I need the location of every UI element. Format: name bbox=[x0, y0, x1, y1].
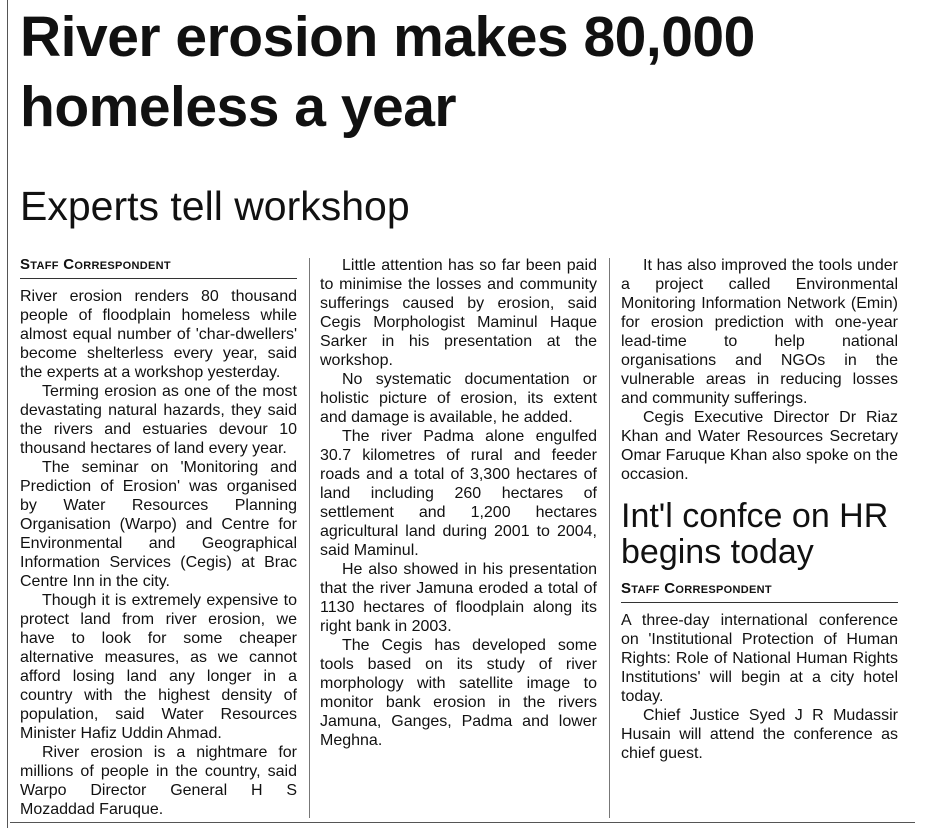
article-paragraph: Little attention has so far been paid to minimise the losses and community sufferings caused by erosion, said Cegis Morphologist Maminul Haque Sarker in his presentation at the workshop. bbox=[320, 257, 597, 369]
article-paragraph: Terming erosion as one of the most devastating natural hazards, they said the rivers and estuaries devour 10 thousand hectares of land every year. bbox=[20, 383, 297, 457]
story2-paragraph: Chief Justice Syed J R Mudassir Husain will attend the conference as chief guest. bbox=[621, 707, 898, 762]
article-paragraph: The Cegis has developed some tools based on its study of river morphology with satellite image to monitor bank erosion in the rivers Jamuna, Ganges, Padma and lower Meghna. bbox=[320, 637, 597, 749]
article-paragraph: Cegis Executive Director Dr Riaz Khan and Water Resources Secretary Omar Faruque Khan also spoke on the occasion. bbox=[621, 409, 898, 483]
article-paragraph: He also showed in his presentation that the river Jamuna eroded a total of 1130 hectares of floodplain along its right bank in 2003. bbox=[320, 561, 597, 635]
article-paragraph: The river Padma alone engulfed 30.7 kilometres of rural and feeder roads and a total of 3,300 hectares of land including 260 hectares of settlement and 1,200 hectares agricultural land during 2001 to 2004, said Maminul. bbox=[320, 428, 597, 559]
story2-paragraph: A three-day international conference on 'Institutional Protection of Human Rights: Role of National Human Rights Institutions' will begin at a city hotel today. bbox=[621, 612, 898, 705]
article-paragraph: River erosion renders 80 thousand people of floodplain homeless while almost equal number of 'char-dwellers' become shelterless every year, said the experts at a workshop yesterday. bbox=[20, 288, 297, 381]
byline: Staff Correspondent bbox=[20, 256, 297, 279]
article-column-1 bbox=[20, 256, 297, 819]
article-paragraph: It has also improved the tools under a project called Environmental Monitoring Information Network (Emin) for erosion prediction with one-year lead-time to help national organisations and NGOs in the vulnerable areas in reducing losses and community sufferings. bbox=[621, 257, 898, 407]
article-paragraph: River erosion is a nightmare for millions of people in the country, said Warpo Director General H S Mozaddad Faruque. bbox=[20, 744, 297, 818]
article-column-3 bbox=[621, 256, 898, 763]
article-paragraph: No systematic documentation or holistic picture of erosion, its extent and damage is available, he added. bbox=[320, 371, 597, 426]
subheadline: Experts tell workshop bbox=[20, 183, 410, 229]
article-column-2 bbox=[320, 256, 597, 750]
left-column-rule bbox=[7, 0, 8, 828]
article-paragraph: Though it is extremely expensive to protect land from river erosion, we have to look for some cheaper alternative measures, as we cannot afford losing land any longer in a country with the highest density of population, said Water Resources Minister Hafiz Uddin Ahmad. bbox=[20, 592, 297, 742]
column-divider bbox=[609, 258, 610, 818]
story2-byline: Staff Correspondent bbox=[621, 580, 898, 603]
bottom-rule bbox=[10, 822, 915, 823]
column-divider bbox=[309, 258, 310, 818]
headline: River erosion makes 80,000 homeless a year bbox=[20, 5, 755, 139]
story2-headline: Int'l confce on HR begins today bbox=[621, 497, 889, 571]
article-paragraph: The seminar on 'Monitoring and Prediction of Erosion' was organised by Water Resources Planning Organisation (Warpo) and Centre for Environmental and Geographical Information Services (Cegis) at Brac Centre Inn in the city. bbox=[20, 459, 297, 590]
